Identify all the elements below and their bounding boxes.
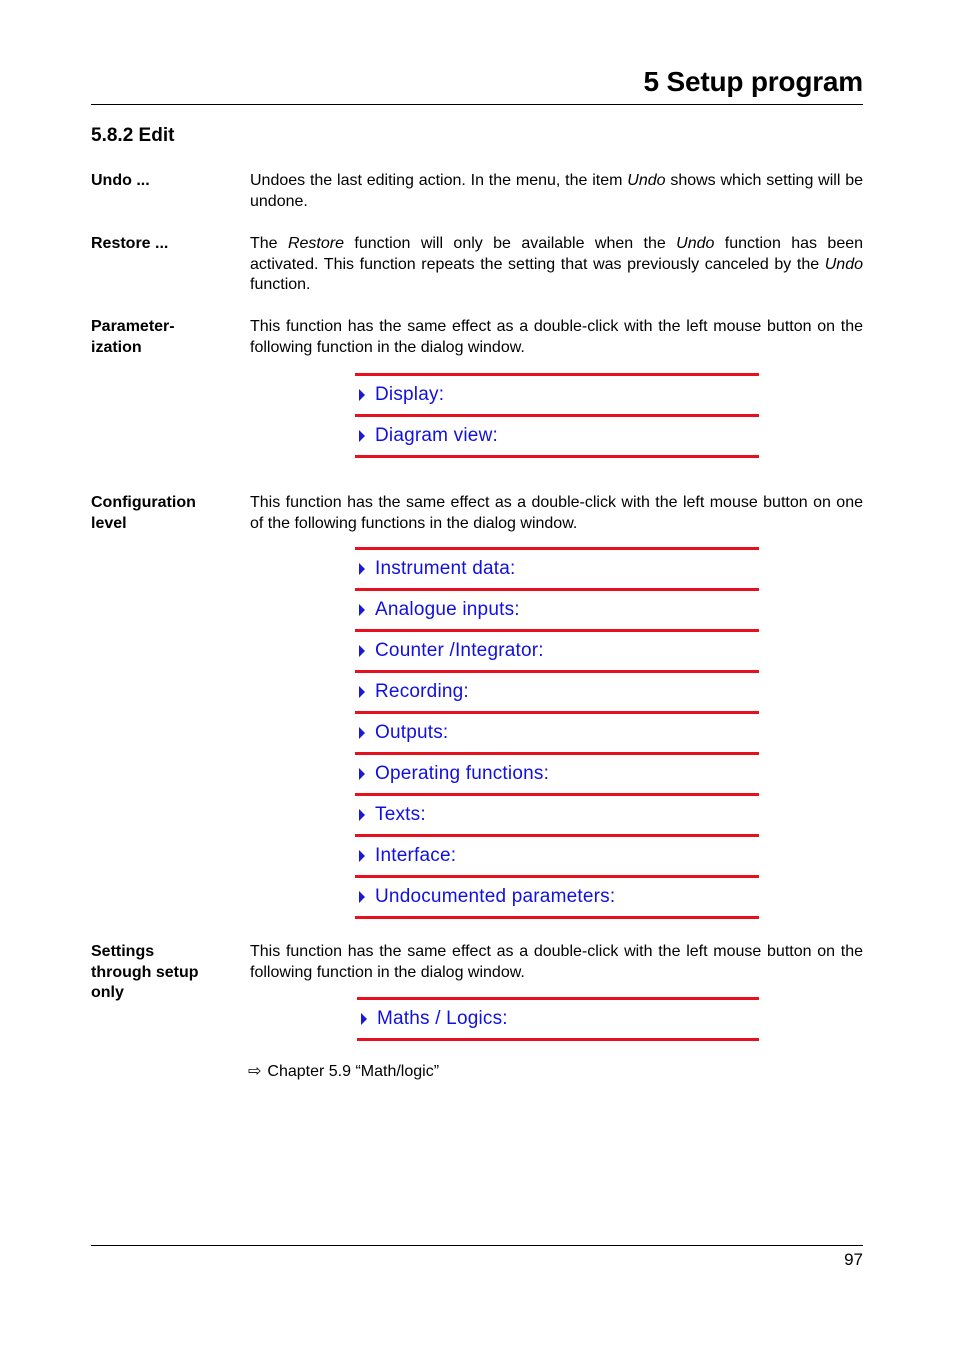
triangle-right-icon [359, 686, 365, 698]
configuration-label-line1: Configuration [91, 494, 196, 511]
triangle-right-icon [361, 1013, 367, 1025]
menu-item-label: Counter /Integrator: [375, 640, 544, 661]
chapter-reference[interactable] [248, 1061, 439, 1081]
menu-item[interactable] [355, 711, 759, 752]
menu-item-label: Maths / Logics: [377, 1008, 508, 1029]
menu-item-label: Analogue inputs: [375, 599, 520, 620]
menu-item-label: Recording: [375, 681, 469, 702]
settings-label-line1: Settings [91, 943, 155, 960]
parameterization-label-line2: ization [91, 338, 142, 356]
chapter-reference-text: Chapter 5.9 “Math/logic” [267, 1063, 440, 1080]
menu-item[interactable] [355, 834, 759, 875]
configuration-label-line2: level [91, 514, 127, 532]
settings-menu [357, 997, 759, 1041]
triangle-right-icon [359, 430, 365, 442]
footer-rule [91, 1245, 863, 1246]
menu-item[interactable] [357, 997, 759, 1041]
settings-label [91, 942, 241, 1004]
menu-item-label: Texts: [375, 804, 426, 825]
menu-item[interactable] [355, 414, 759, 458]
restore-description: The Restore function will only be available when the Undo function has been activated. This function repeats the setting that was previously canceled by the Undo function. [250, 235, 864, 293]
triangle-right-icon [359, 809, 365, 821]
restore-label: Restore ... [91, 235, 169, 252]
triangle-right-icon [359, 727, 365, 739]
menu-item[interactable] [355, 588, 759, 629]
arrow-right-icon: ⇨ [248, 1063, 262, 1080]
menu-item[interactable] [355, 793, 759, 834]
parameterization-label-line1: Parameter- [91, 318, 175, 335]
undo-label: Undo ... [91, 172, 150, 189]
menu-item[interactable] [355, 752, 759, 793]
section-title: 5.8.2 Edit [91, 125, 175, 146]
configuration-description: This function has the same effect as a double-click with the left mouse button on one of the following functions in the dialog window. [250, 494, 863, 532]
settings-description: This function has the same effect as a double-click with the left mouse button on the following function in the dialog window. [250, 943, 863, 981]
menu-item-label: Operating functions: [375, 763, 550, 784]
parameterization-menu [355, 373, 759, 458]
menu-item-label: Display: [375, 384, 445, 405]
parameterization-label [91, 317, 241, 358]
menu-item-label: Outputs: [375, 722, 449, 743]
menu-item-label: Diagram view: [375, 425, 498, 446]
chapter-title: 5 Setup program [643, 66, 863, 97]
configuration-label [91, 493, 241, 534]
triangle-right-icon [359, 645, 365, 657]
triangle-right-icon [359, 604, 365, 616]
header-rule [91, 104, 863, 105]
menu-item[interactable] [355, 547, 759, 588]
menu-item[interactable] [355, 670, 759, 711]
menu-item[interactable] [355, 629, 759, 670]
menu-item[interactable] [355, 373, 759, 414]
page-number: 97 [844, 1250, 863, 1269]
menu-item-label: Undocumented parameters: [375, 886, 616, 907]
settings-label-line3: only [91, 984, 124, 1001]
undo-description: Undoes the last editing action. In the menu, the item Undo shows which setting will be undone. [250, 172, 864, 210]
settings-label-line2: through setup [91, 963, 199, 981]
triangle-right-icon [359, 768, 365, 780]
menu-item[interactable] [355, 875, 759, 919]
configuration-menu [355, 547, 759, 919]
parameterization-description: This function has the same effect as a double-click with the left mouse button on the following function in the dialog window. [250, 318, 863, 356]
triangle-right-icon [359, 389, 365, 401]
menu-item-label: Interface: [375, 845, 457, 866]
triangle-right-icon [359, 891, 365, 903]
triangle-right-icon [359, 563, 365, 575]
triangle-right-icon [359, 850, 365, 862]
menu-item-label: Instrument data: [375, 558, 516, 579]
